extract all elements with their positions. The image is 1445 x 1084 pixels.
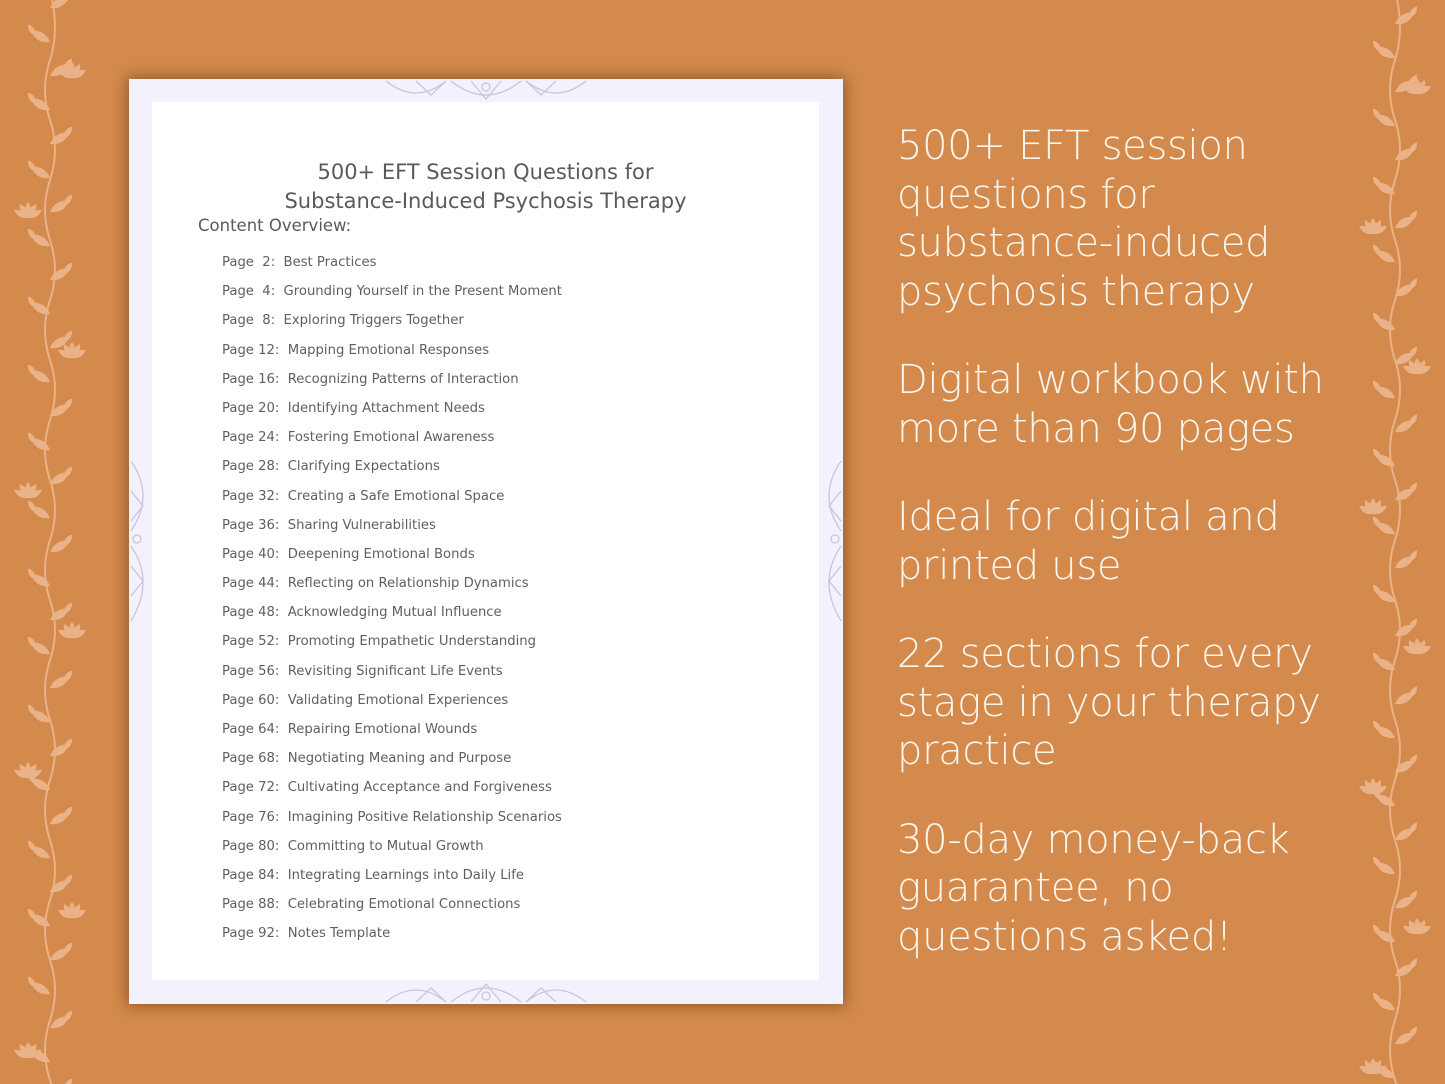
toc-item: Page 72: Cultivating Acceptance and Forgiveness — [222, 780, 552, 796]
floral-vine-right-icon — [1345, 0, 1445, 1084]
toc-item: Page 36: Sharing Vulnerabilities — [222, 517, 436, 533]
toc-item: Page 2: Best Practices — [222, 255, 377, 270]
feature-item-questions: 500+ EFT session questions for substance-induced psychosis therapy — [897, 123, 1271, 315]
content-overview-heading: Content Overview: — [198, 216, 352, 235]
toc-item: Page 32: Creating a Safe Emotional Space — [222, 488, 505, 504]
document-title — [152, 158, 819, 216]
feature-item-guarantee: 30-day money-back guarantee, no questions asked! — [897, 816, 1290, 960]
toc-item: Page 88: Celebrating Emotional Connections — [222, 897, 521, 913]
feature-item-usage: Ideal for digital and printed use — [897, 494, 1280, 589]
toc-item: Page 60: Validating Emotional Experiences — [222, 692, 509, 708]
workbook-page-preview — [129, 79, 843, 1004]
toc-item: Page 56: Revisiting Significant Life Events — [222, 663, 503, 679]
toc-item: Page 92: Notes Template — [222, 926, 391, 942]
toc-item: Page 4: Grounding Yourself in the Present Moment — [222, 284, 562, 300]
mandala-bottom-icon — [376, 978, 596, 1004]
toc-item: Page 84: Integrating Learnings into Daily Life — [222, 867, 524, 883]
toc-item: Page 44: Reflecting on Relationship Dynamics — [222, 576, 529, 592]
toc-item: Page 20: Identifying Attachment Needs — [222, 400, 485, 416]
toc-item: Page 40: Deepening Emotional Bonds — [222, 546, 475, 562]
floral-vine-border-left — [0, 0, 100, 1084]
document-title-line-2: Substance-Induced Psychosis Therapy — [284, 189, 687, 213]
feature-list — [897, 122, 1337, 961]
toc-item: Page 68: Negotiating Meaning and Purpose — [222, 751, 512, 767]
mandala-left-icon — [129, 451, 153, 631]
mandala-right-icon — [819, 451, 843, 631]
page-content — [152, 102, 819, 980]
toc-item: Page 8: Exploring Triggers Together — [222, 313, 464, 329]
toc-item: Page 28: Clarifying Expectations — [222, 459, 440, 475]
feature-item-pages: Digital workbook with more than 90 pages — [897, 357, 1324, 452]
toc-item: Page 76: Imagining Positive Relationship Scenarios — [222, 809, 562, 825]
toc-item: Page 52: Promoting Empathetic Understanding — [222, 634, 537, 650]
floral-vine-border-right — [1345, 0, 1445, 1084]
feature-item-sections: 22 sections for every stage in your therapy practice — [897, 631, 1321, 774]
toc-item: Page 64: Repairing Emotional Wounds — [222, 722, 478, 737]
toc-item: Page 80: Committing to Mutual Growth — [222, 838, 484, 854]
floral-vine-left-icon — [0, 0, 100, 1084]
toc-item: Page 16: Recognizing Patterns of Interaction — [222, 371, 519, 387]
toc-item: Page 48: Acknowledging Mutual Influence — [222, 605, 502, 621]
document-title-line-1: 500+ EFT Session Questions for — [317, 160, 654, 184]
toc-item: Page 24: Fostering Emotional Awareness — [222, 430, 495, 446]
toc-item: Page 12: Mapping Emotional Responses — [222, 342, 490, 358]
table-of-contents — [222, 252, 562, 953]
